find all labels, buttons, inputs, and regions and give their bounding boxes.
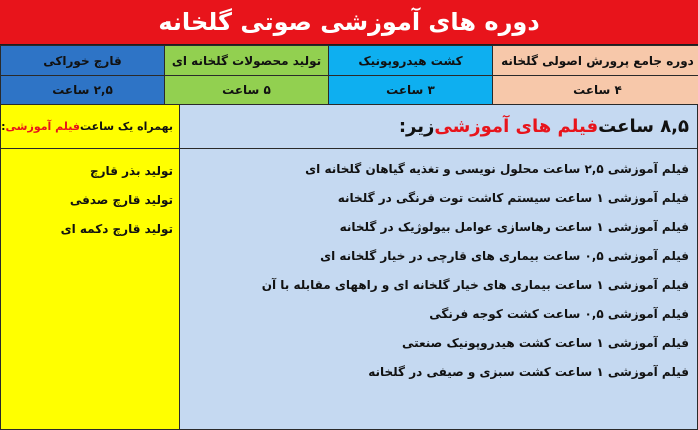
mushroom-films-panel xyxy=(0,104,180,430)
list-item: فیلم آموزشی ۱ ساعت کشت سبزی و صیفی در گلخانه xyxy=(368,365,689,379)
films-heading-prefix: ۸,۵ ساعت xyxy=(598,116,689,137)
mushroom-films-heading xyxy=(1,105,179,149)
list-item: فیلم آموزشی ۱ ساعت سیستم کاشت توت فرنگی در گلخانه xyxy=(337,191,689,205)
list-item: تولید قارچ صدفی xyxy=(69,193,173,207)
course-names-row xyxy=(1,46,698,76)
course-name-greenhouse: دوره جامع پرورش اصولی گلخانه xyxy=(493,46,698,76)
mushroom-heading-suffix: : xyxy=(1,120,6,133)
course-hours-products: ۵ ساعت xyxy=(165,76,329,105)
mushroom-films-list xyxy=(1,149,179,244)
course-name-hydroponic: کشت هیدروپونیک xyxy=(329,46,493,76)
list-item: تولید قارچ دکمه ای xyxy=(60,222,173,236)
course-name-products: تولید محصولات گلخانه ای xyxy=(165,46,329,76)
page-title: دوره های آموزشی صوتی گلخانه xyxy=(158,8,540,36)
course-table xyxy=(0,45,698,105)
course-hours-hydroponic: ۳ ساعت xyxy=(329,76,493,105)
title-banner xyxy=(0,0,698,45)
list-item: فیلم آموزشی ۱ ساعت کشت هیدروپونیک صنعتی xyxy=(401,336,689,350)
list-item: فیلم آموزشی ۲,۵ ساعت محلول نویسی و تغذیه گیاهان گلخانه ای xyxy=(305,162,689,176)
mushroom-heading-highlight: فیلم آموزشی xyxy=(5,120,80,133)
list-item: فیلم آموزشی ۱ ساعت رهاسازی عوامل بیولوژیک در گلخانه xyxy=(339,220,689,234)
course-hours-mushroom: ۲,۵ ساعت xyxy=(1,76,165,105)
films-heading xyxy=(180,105,697,149)
films-heading-suffix: زیر: xyxy=(398,116,435,137)
course-hours-greenhouse: ۴ ساعت xyxy=(493,76,698,105)
list-item: فیلم آموزشی ۰,۵ ساعت بیماری های قارچی در خیار گلخانه ای xyxy=(320,249,689,263)
list-item: فیلم آموزشی ۱ ساعت بیماری های خیار گلخانه ای و راههای مقابله با آن xyxy=(261,278,689,292)
films-heading-highlight: فیلم های آموزشی xyxy=(434,116,599,137)
list-item: فیلم آموزشی ۰,۵ ساعت کشت کوجه فرنگی xyxy=(429,307,689,321)
course-name-mushroom: قارچ خوراکی xyxy=(1,46,165,76)
mushroom-heading-prefix: بهمراه یک ساعت xyxy=(79,120,173,133)
course-hours-row xyxy=(1,76,698,105)
greenhouse-films-panel xyxy=(180,104,698,430)
list-item: تولید بذر قارچ xyxy=(90,164,173,178)
films-list xyxy=(180,149,697,387)
